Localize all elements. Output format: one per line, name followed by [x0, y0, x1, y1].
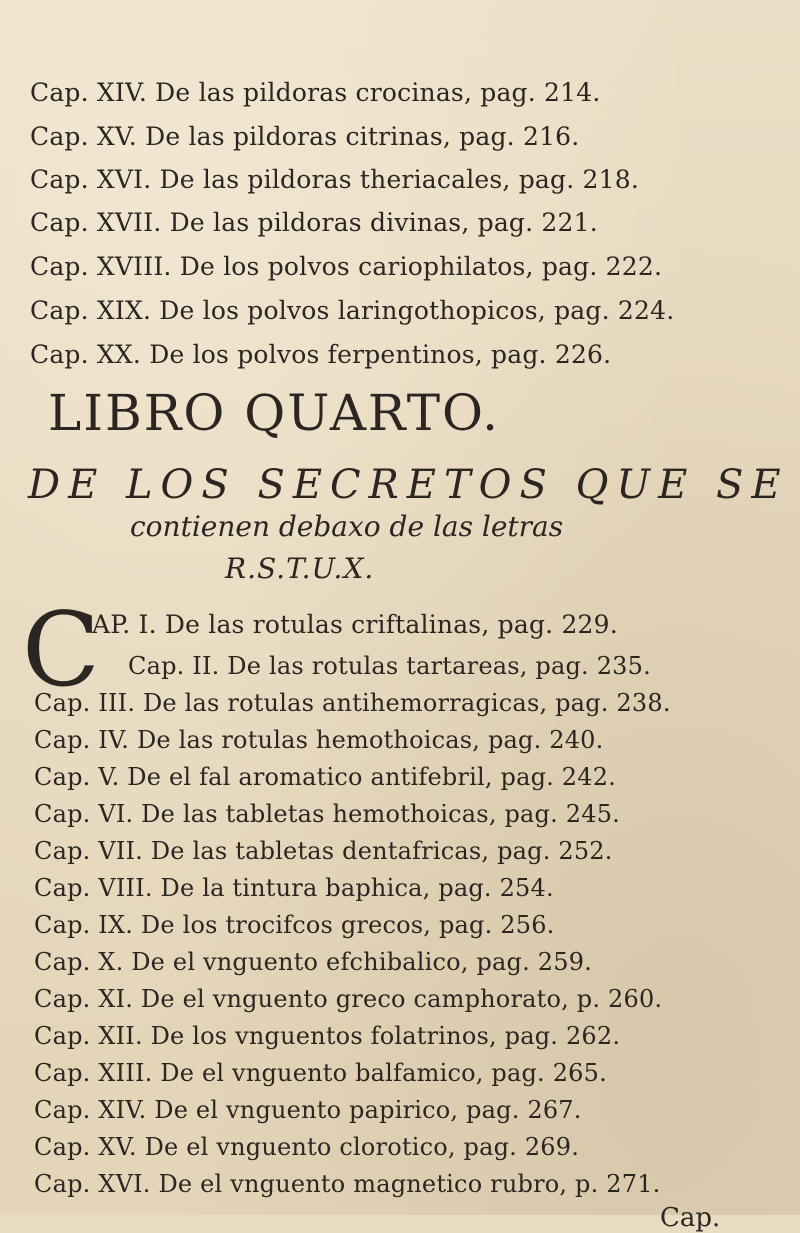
- section-subheading-continued: contienen debaxo de las letras: [130, 510, 564, 543]
- toc-entry: Cap. XI. De el vnguento greco camphorato, p. 260.: [34, 985, 663, 1013]
- toc-entry: Cap. X. De el vnguento efchibalico, pag. 259.: [34, 948, 592, 976]
- toc-entry: Cap. XV. De las pildoras citrinas, pag. 216.: [30, 122, 580, 151]
- toc-entry: Cap. V. De el fal aromatico antifebril, pag. 242.: [34, 763, 617, 791]
- book-heading: LIBRO QUARTO.: [48, 384, 501, 442]
- toc-entry: Cap. XV. De el vnguento clorotico, pag. 269.: [34, 1133, 580, 1161]
- toc-entry: Cap. XII. De los vnguentos folatrinos, pag. 262.: [34, 1022, 621, 1050]
- toc-entry: Cap. XIII. De el vnguento balfamico, pag. 265.: [34, 1059, 607, 1087]
- toc-entry: Cap. XVI. De el vnguento magnetico rubro, p. 271.: [34, 1170, 661, 1198]
- toc-entry: Cap. VI. De las tabletas hemothoicas, pag. 245.: [34, 800, 621, 828]
- toc-entry: Cap. IV. De las rotulas hemothoicas, pag. 240.: [34, 726, 604, 754]
- toc-entry-first: AP. I. De las rotulas criftalinas, pag. 229.: [92, 610, 618, 639]
- section-subheading: DE LOS SECRETOS QUE SE: [28, 462, 789, 508]
- toc-entry: Cap. XX. De los polvos ferpentinos, pag. 226.: [30, 340, 612, 369]
- toc-entry: Cap. XIV. De el vnguento papirico, pag. 267.: [34, 1096, 582, 1124]
- toc-entry: Cap. XVI. De las pildoras theriacales, pag. 218.: [30, 165, 639, 194]
- toc-entry: Cap. IX. De los trocifcos grecos, pag. 256.: [34, 911, 555, 939]
- toc-entry: Cap. III. De las rotulas antihemorragicas, pag. 238.: [34, 689, 671, 717]
- section-letters: R.S.T.U.X.: [225, 552, 375, 585]
- toc-entry: Cap. VIII. De la tintura baphica, pag. 254.: [34, 874, 554, 902]
- toc-entry: Cap. XVII. De las pildoras divinas, pag. 221.: [30, 208, 598, 237]
- toc-entry: Cap. XIX. De los polvos laringothopicos, pag. 224.: [30, 296, 675, 325]
- catchword: Cap.: [660, 1203, 721, 1233]
- toc-entry: Cap. II. De las rotulas tartareas, pag. 235.: [128, 652, 651, 680]
- toc-entry: Cap. VII. De las tabletas dentafricas, pag. 252.: [34, 837, 613, 865]
- toc-entry: Cap. XIV. De las pildoras crocinas, pag. 214.: [30, 78, 601, 107]
- toc-entry: Cap. XVIII. De los polvos cariophilatos, pag. 222.: [30, 252, 663, 281]
- drop-cap: C: [22, 591, 101, 710]
